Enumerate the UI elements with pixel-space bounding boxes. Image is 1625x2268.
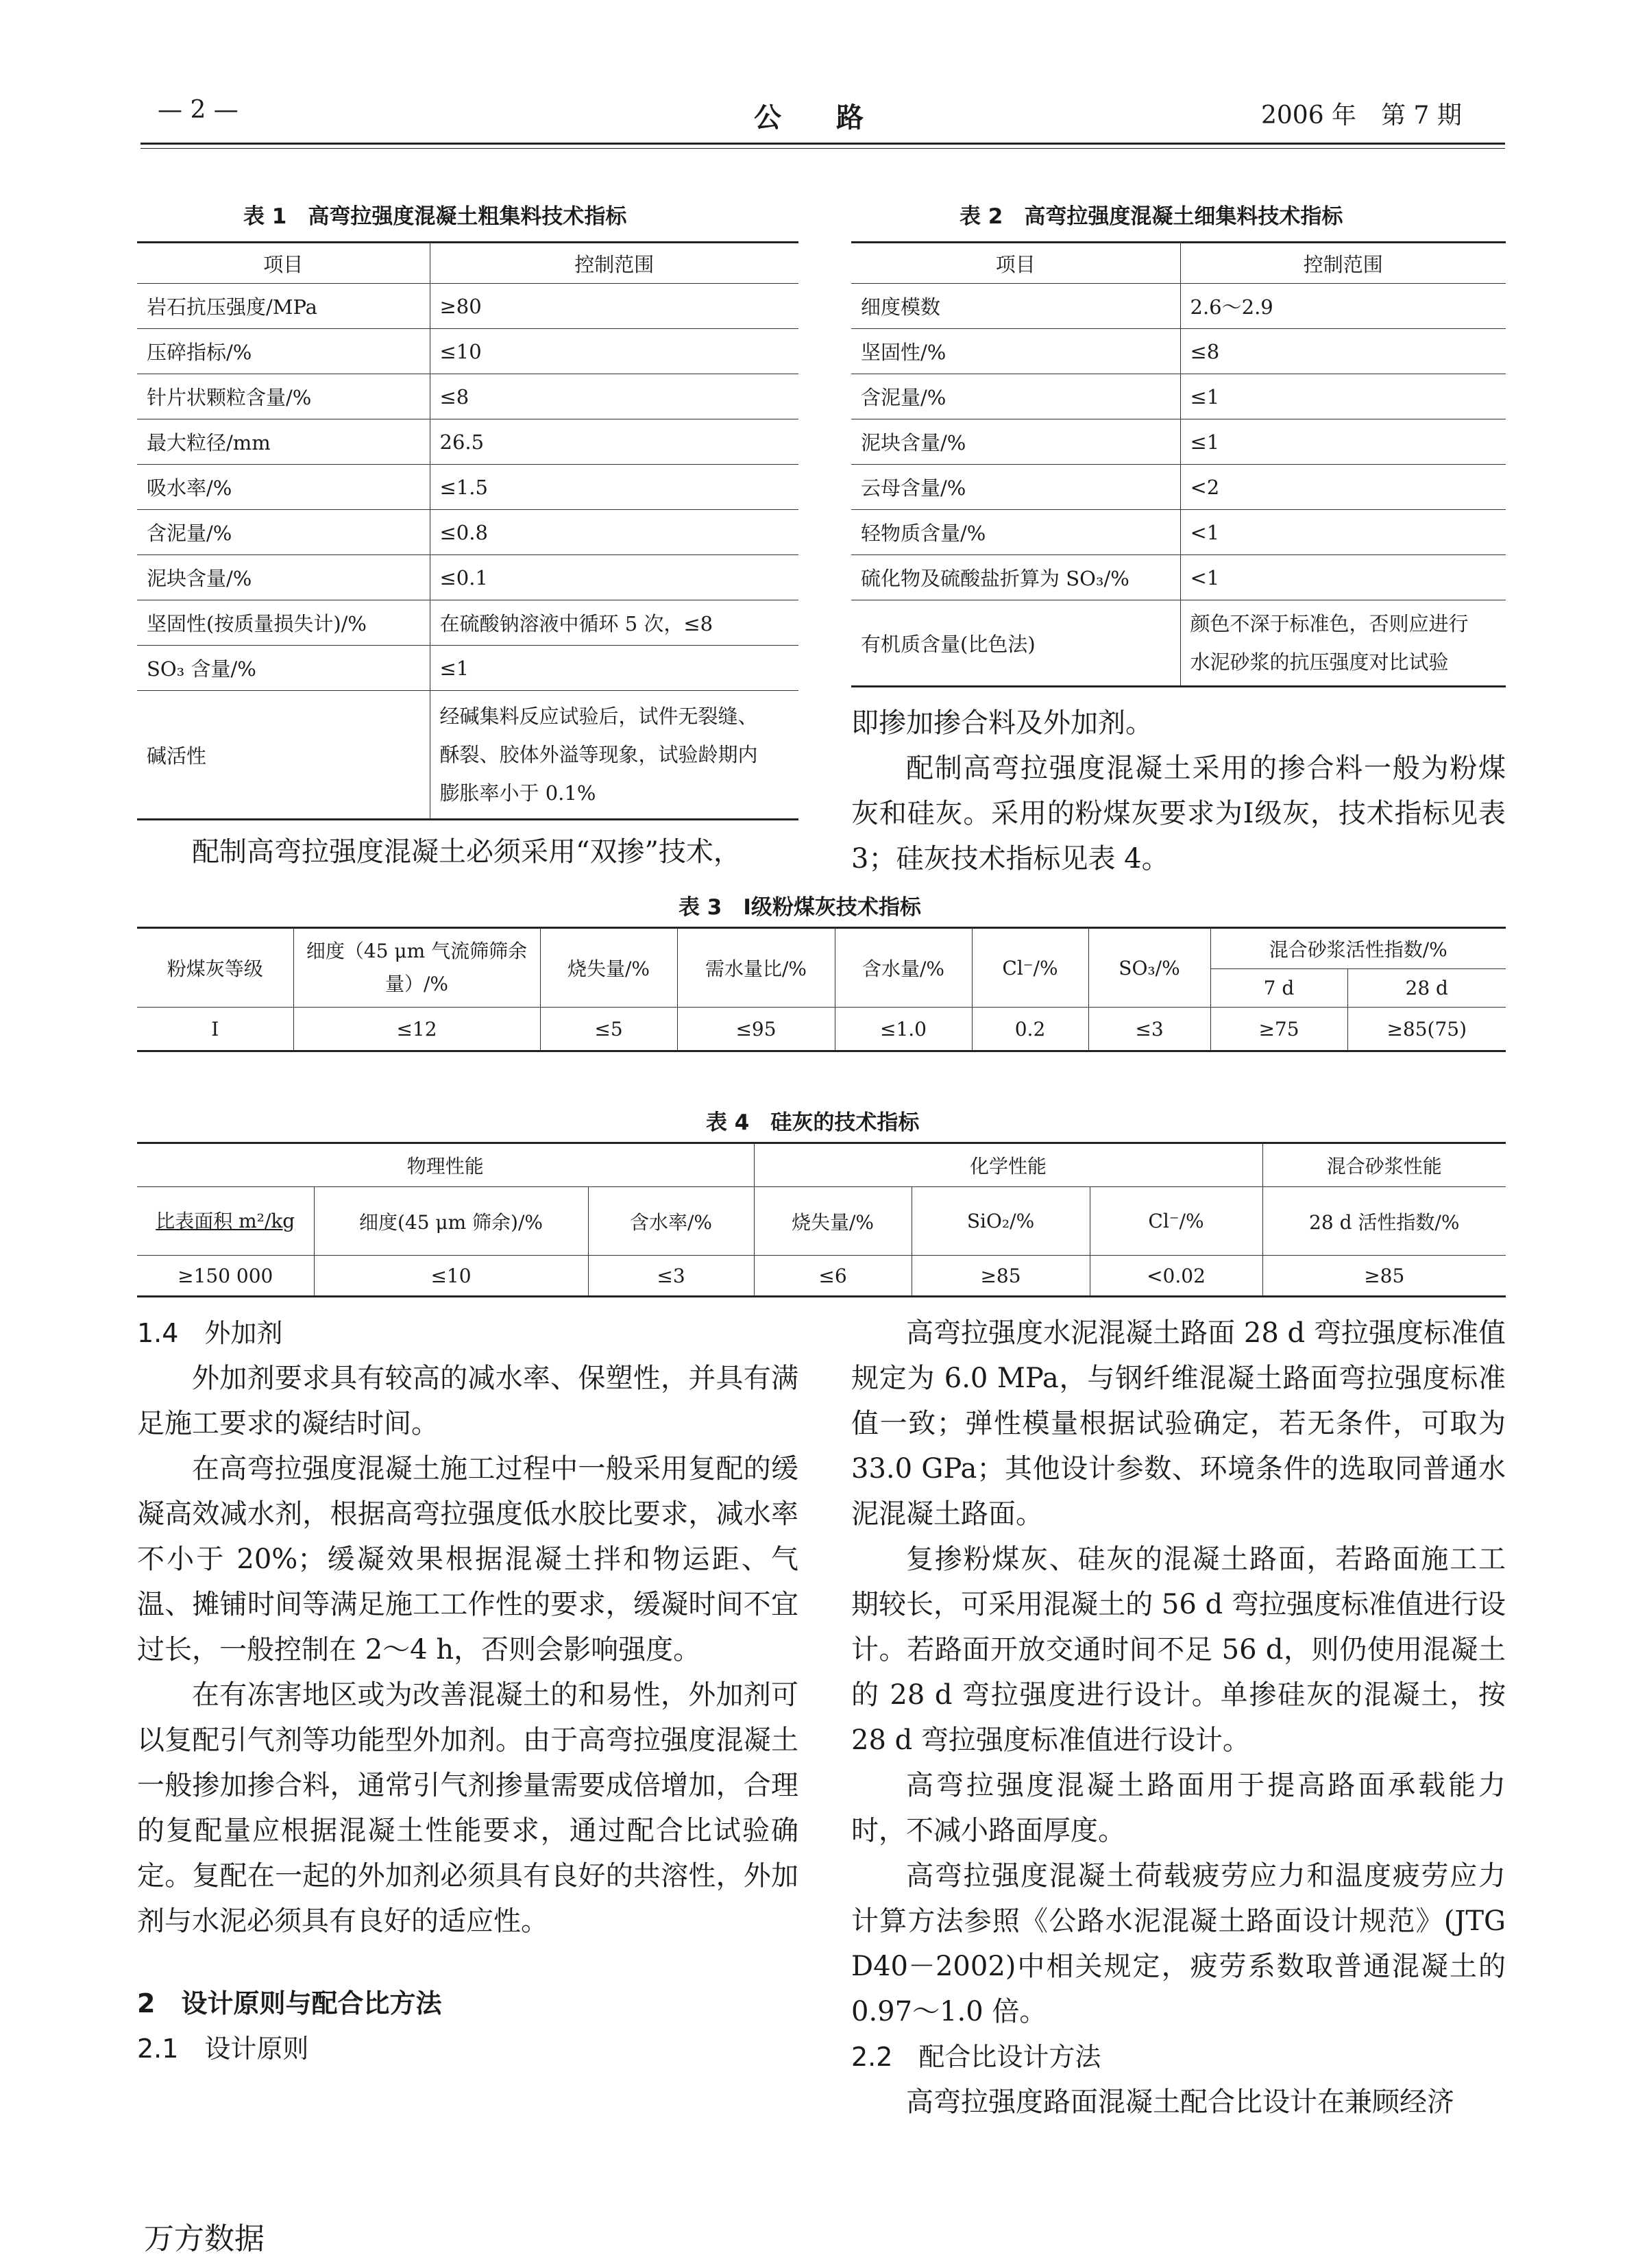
row-value: ≤8 xyxy=(430,374,798,419)
table-row xyxy=(851,600,1506,687)
right-body-tail xyxy=(851,2080,1506,2125)
right-body xyxy=(851,1310,1506,2034)
table-row xyxy=(851,555,1506,600)
row-value: <1 xyxy=(1180,510,1506,555)
table-row xyxy=(137,374,798,419)
row-value: ≤1 xyxy=(1180,419,1506,465)
table1-col-range: 控制范围 xyxy=(430,243,798,284)
table-row xyxy=(137,329,798,374)
paragraph: 高弯拉强度混凝土荷载疲劳应力和温度疲劳应力计算方法参照《公路水泥混凝土路面设计规范》(JTG D40－2002)中相关规定，疲劳系数取普通混凝土的 0.97～1.0 倍。 xyxy=(851,1860,1506,2027)
table3-mortar-header: 混合砂浆活性指数/% xyxy=(1210,928,1506,969)
table4-subheader: 28 d 活性指数/% xyxy=(1262,1187,1506,1256)
table-row xyxy=(851,374,1506,419)
table3-header: 细度（45 μm 气流筛筛余量）/% xyxy=(293,928,540,1008)
cell: ≤1.0 xyxy=(835,1008,972,1051)
table-row xyxy=(137,465,798,510)
row-value: ≤8 xyxy=(1180,329,1506,374)
table4-title: 表 4 硅灰的技术指标 xyxy=(706,1110,920,1135)
row-item: 压碎指标/% xyxy=(137,329,430,374)
cell: ≥75 xyxy=(1210,1008,1347,1051)
table-row xyxy=(851,284,1506,329)
table4-subheader: Cl⁻/% xyxy=(1090,1187,1262,1256)
row-value: ≤1 xyxy=(1180,374,1506,419)
table-row xyxy=(137,646,798,691)
table-row xyxy=(137,419,798,465)
cell: ≤6 xyxy=(754,1256,912,1297)
cell-line: 酥裂、胶体外溢等现象，试验龄期内 xyxy=(439,743,758,766)
paragraph: 在高弯拉强度混凝土施工过程中一般采用复配的缓凝高效减水剂，根据高弯拉强度低水胶比要求，减水率不小于 20%；缓凝效果根据混凝土拌和物运距、气温、摊铺时间等满足施工工作性的要求，缓凝时间不宜过长，一般控制在 2～4 h，否则会影响强度。 xyxy=(137,1453,798,1666)
table3-header: Cl⁻/% xyxy=(972,928,1088,1008)
row-value: 在硫酸钠溶液中循环 5 次，≤8 xyxy=(430,600,798,646)
table3-header: SO₃/% xyxy=(1088,928,1210,1008)
table-row xyxy=(137,1008,1506,1051)
table2-title: 表 2 高弯拉强度混凝土细集料技术指标 xyxy=(960,204,1343,229)
table4-subheader: 含水率/% xyxy=(588,1187,754,1256)
table4-subheader: 比表面积 m²/kg xyxy=(137,1187,314,1256)
table-row xyxy=(137,284,798,329)
row-item: 碱活性 xyxy=(137,691,430,820)
section-heading-2-2: 2.2 配合比设计方法 xyxy=(851,2042,1101,2072)
cell: ≤10 xyxy=(314,1256,588,1297)
table-row xyxy=(137,600,798,646)
row-value: ≤0.1 xyxy=(430,555,798,600)
page-number: — 2 — xyxy=(158,96,239,124)
table3-subheader: 7 d xyxy=(1210,969,1347,1008)
watermark: 万方数据 xyxy=(144,2221,265,2256)
table4-subheader: SiO₂/% xyxy=(912,1187,1090,1256)
row-item: 含泥量/% xyxy=(851,374,1180,419)
row-item: 最大粒径/mm xyxy=(137,419,430,465)
section-heading-2-1: 2.1 设计原则 xyxy=(137,2034,309,2064)
cell: ≤95 xyxy=(677,1008,835,1051)
cell: ≤3 xyxy=(588,1256,754,1297)
row-item: 轻物质含量/% xyxy=(851,510,1180,555)
paragraph: 高弯拉强度路面混凝土配合比设计在兼顾经济 xyxy=(906,2086,1454,2118)
left-column xyxy=(137,1310,798,2071)
row-value: ≤1.5 xyxy=(430,465,798,510)
row-item: 硫化物及硫酸盐折算为 SO₃/% xyxy=(851,555,1180,600)
table3 xyxy=(137,927,1506,1052)
cell: ≥85(75) xyxy=(1347,1008,1506,1051)
journal-title: 公 路 xyxy=(754,102,864,134)
para-left-top: 配制高弯拉强度混凝土必须采用“双掺”技术， xyxy=(192,836,741,868)
cell: Ⅰ xyxy=(137,1008,293,1051)
row-value: 2.6～2.9 xyxy=(1180,284,1506,329)
row-item: 针片状颗粒含量/% xyxy=(137,374,430,419)
cell-line: 膨胀率小于 0.1% xyxy=(439,781,596,805)
paragraph: 高弯拉强度水泥混凝土路面 28 d 弯拉强度标准值规定为 6.0 MPa，与钢纤维混凝土路面弯拉强度标准值一致；弹性模量根据试验确定，若无条件，可取为 33.0 GPa；其他设计参数、环境条件的选取同普通水泥混凝土路面。 xyxy=(851,1317,1506,1530)
table3-header: 含水量/% xyxy=(835,928,972,1008)
row-value xyxy=(430,691,798,820)
table-row xyxy=(851,329,1506,374)
table-row xyxy=(851,419,1506,465)
table4-group-physical: 物理性能 xyxy=(137,1143,754,1187)
row-item: SO₃ 含量/% xyxy=(137,646,430,691)
header-rule xyxy=(140,143,1505,149)
cell-line: 水泥砂浆的抗压强度对比试验 xyxy=(1190,650,1449,674)
paragraph: 在有冻害地区或为改善混凝土的和易性，外加剂可以复配引气剂等功能型外加剂。由于高弯拉强度混凝土一般掺加掺合料，通常引气剂掺量需要成倍增加，合理的复配量应根据混凝土性能要求，通过配合比试验确定。复配在一起的外加剂必须具有良好的共溶性，外加剂与水泥必须具有良好的适应性。 xyxy=(137,1679,798,1937)
row-value: ≤0.8 xyxy=(430,510,798,555)
cell: ≤5 xyxy=(540,1008,677,1051)
row-item: 坚固性/% xyxy=(851,329,1180,374)
paragraph: 高弯拉强度混凝土路面用于提高路面承载能力时，不减小路面厚度。 xyxy=(851,1770,1506,1846)
table-row xyxy=(137,1256,1506,1297)
cell-line: 颜色不深于标准色，否则应进行 xyxy=(1190,612,1469,635)
table1 xyxy=(137,241,798,820)
table-row xyxy=(851,510,1506,555)
table3-subheader: 28 d xyxy=(1347,969,1506,1008)
row-value: ≥80 xyxy=(430,284,798,329)
section-heading-2: 2 设计原则与配合比方法 xyxy=(137,1988,442,2019)
cell: ≥85 xyxy=(912,1256,1090,1297)
row-item: 云母含量/% xyxy=(851,465,1180,510)
table1-col-item: 项目 xyxy=(137,243,430,284)
row-item: 含泥量/% xyxy=(137,510,430,555)
cell: ≥150 000 xyxy=(137,1256,314,1297)
row-item: 泥块含量/% xyxy=(137,555,430,600)
table-row xyxy=(137,691,798,820)
row-value: 26.5 xyxy=(430,419,798,465)
cell: 0.2 xyxy=(972,1008,1088,1051)
table4 xyxy=(137,1142,1506,1297)
para-right-top xyxy=(851,700,1506,881)
row-value: <1 xyxy=(1180,555,1506,600)
table4-subheader: 烧失量/% xyxy=(754,1187,912,1256)
cell: ≥85 xyxy=(1262,1256,1506,1297)
table1-title: 表 1 高弯拉强度混凝土粗集料技术指标 xyxy=(243,204,627,229)
table3-header: 需水量比/% xyxy=(677,928,835,1008)
row-item: 细度模数 xyxy=(851,284,1180,329)
row-value: <2 xyxy=(1180,465,1506,510)
row-item: 岩石抗压强度/MPa xyxy=(137,284,430,329)
right-column xyxy=(851,1310,1506,2125)
cell-line: 经碱集料反应试验后，试件无裂缝、 xyxy=(439,705,758,728)
paragraph: 外加剂要求具有较高的减水率、保塑性，并具有满足施工要求的凝结时间。 xyxy=(137,1363,798,1439)
table3-title: 表 3 Ⅰ级粉煤灰技术指标 xyxy=(679,895,921,920)
row-item: 吸水率/% xyxy=(137,465,430,510)
table2-col-item: 项目 xyxy=(851,243,1180,284)
table2-col-range: 控制范围 xyxy=(1180,243,1506,284)
paragraph: 复掺粉煤灰、硅灰的混凝土路面，若路面施工工期较长，可采用混凝土的 56 d 弯拉强度标准值进行设计。若路面开放交通时间不足 56 d，则仍使用混凝土的 28 d 弯拉强度进行设计。单掺硅灰的混凝土，按 28 d 弯拉强度标准值进行设计。 xyxy=(851,1544,1506,1756)
row-value: ≤1 xyxy=(430,646,798,691)
cell: ≤12 xyxy=(293,1008,540,1051)
table-row xyxy=(137,555,798,600)
table4-group-chemical: 化学性能 xyxy=(754,1143,1262,1187)
row-item: 泥块含量/% xyxy=(851,419,1180,465)
issue-info: 2006 年 第 7 期 xyxy=(1261,101,1462,130)
table4-group-mortar: 混合砂浆性能 xyxy=(1262,1143,1506,1187)
section-heading-1-4: 1.4 外加剂 xyxy=(137,1318,283,1348)
paragraph: 即掺加掺合料及外加剂。 xyxy=(851,707,1153,739)
cell: <0.02 xyxy=(1090,1256,1262,1297)
left-body xyxy=(137,1356,798,1944)
row-item: 有机质含量(比色法) xyxy=(851,600,1180,687)
row-value xyxy=(1180,600,1506,687)
paragraph: 配制高弯拉强度混凝土采用的掺合料一般为粉煤灰和硅灰。采用的粉煤灰要求为Ⅰ级灰，技术指标见表 3；硅灰技术指标见表 4。 xyxy=(851,753,1506,875)
table3-header: 粉煤灰等级 xyxy=(137,928,293,1008)
table3-header: 烧失量/% xyxy=(540,928,677,1008)
table2 xyxy=(851,241,1506,687)
cell: ≤3 xyxy=(1088,1008,1210,1051)
table4-subheader: 细度(45 μm 筛余)/% xyxy=(314,1187,588,1256)
table-row xyxy=(137,510,798,555)
row-value: ≤10 xyxy=(430,329,798,374)
table-row xyxy=(851,465,1506,510)
row-item: 坚固性(按质量损失计)/% xyxy=(137,600,430,646)
